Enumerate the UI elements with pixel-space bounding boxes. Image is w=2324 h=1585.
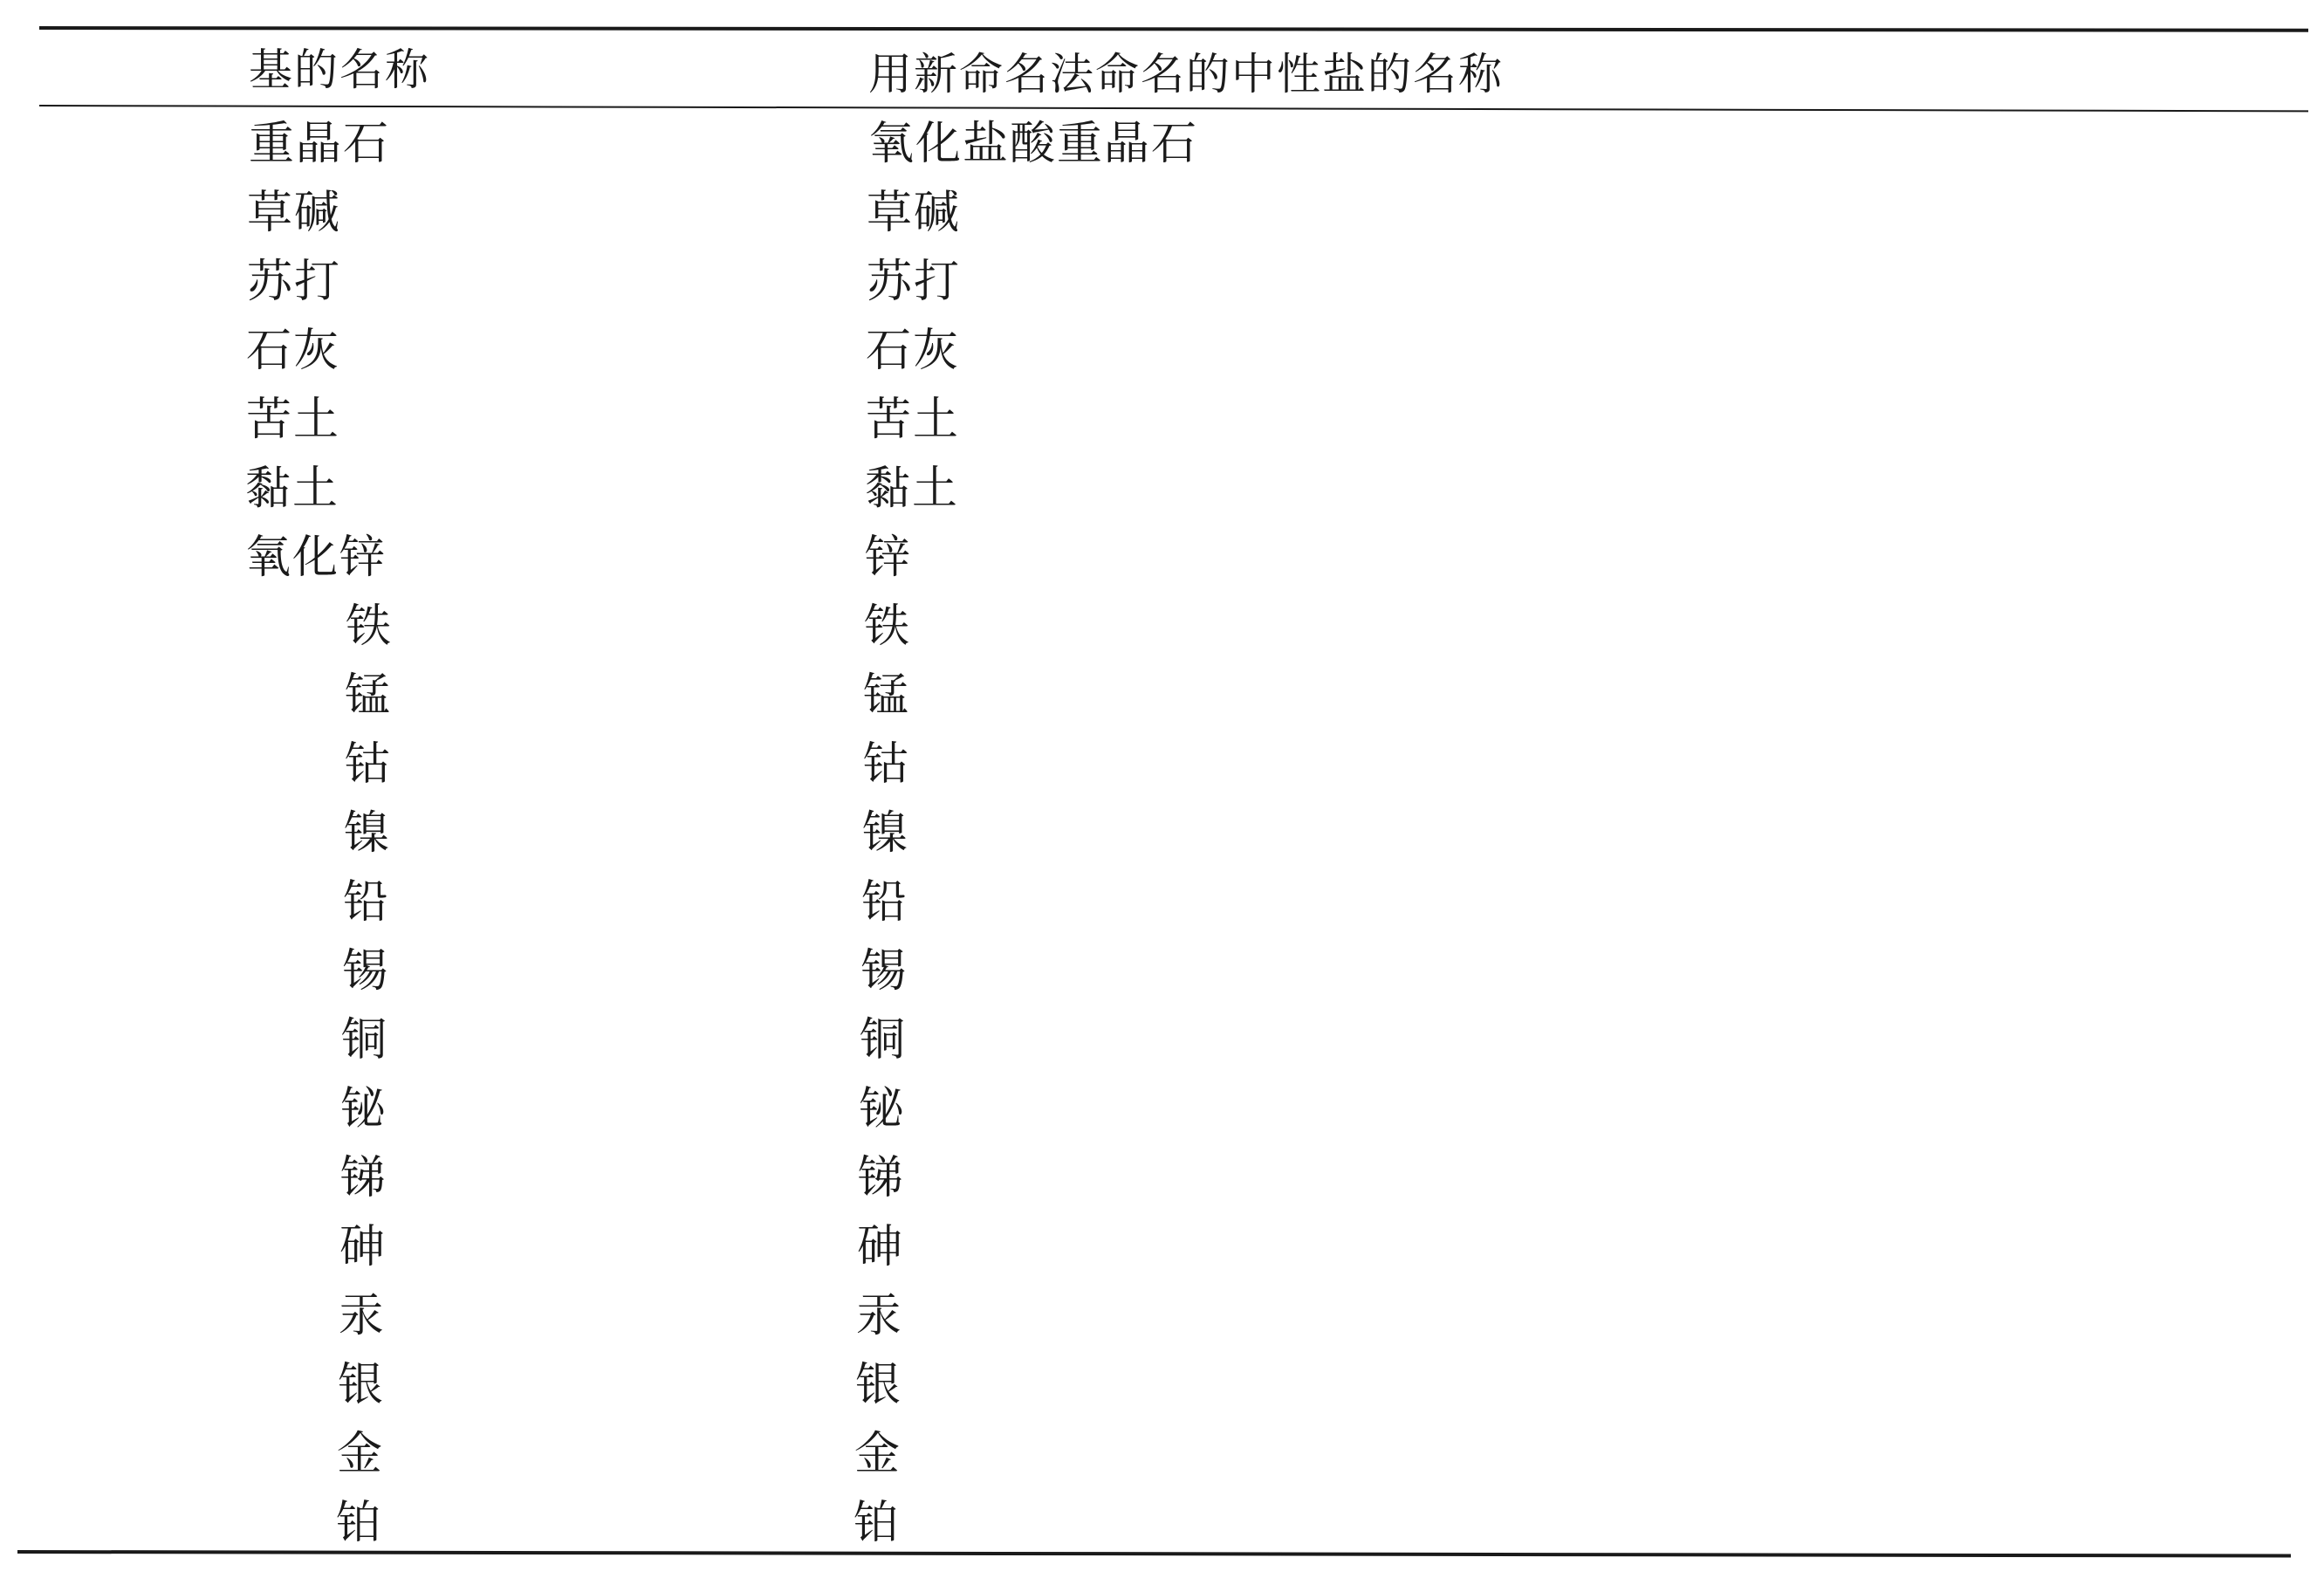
- salt-cell: 锌: [865, 532, 913, 584]
- base-cell: 银: [338, 1359, 386, 1411]
- salt-cell: 铁: [864, 600, 912, 653]
- base-cell: 锰: [345, 669, 393, 722]
- salt-cell: 铋: [859, 1083, 907, 1136]
- salt-cell: 金: [854, 1428, 902, 1480]
- base-cell: 草碱: [247, 187, 342, 239]
- salt-cell: 铜: [860, 1014, 908, 1067]
- base-cell: 金: [337, 1428, 385, 1480]
- table-row: [0, 182, 2324, 251]
- base-cell: 铁: [346, 600, 394, 653]
- base-cell: 锑: [340, 1152, 388, 1204]
- base-cell: 铅: [343, 876, 391, 929]
- salt-cell: 锰: [863, 669, 911, 722]
- header-base-name: 基的名称: [249, 45, 430, 95]
- base-cell: 镍: [344, 807, 392, 860]
- table-top-rule: [39, 26, 2308, 32]
- base-cell: 砷: [339, 1221, 387, 1273]
- table-row: [0, 941, 2324, 1010]
- table-row: [0, 1355, 2324, 1424]
- salt-cell: 石灰: [866, 325, 961, 377]
- salt-cell: 锡: [860, 945, 908, 998]
- table-row: [0, 389, 2324, 458]
- table-row: [0, 1217, 2324, 1286]
- table-row: [0, 1286, 2324, 1355]
- salt-cell: 苦土: [866, 394, 961, 446]
- header-salt-name: 用新命名法命名的中性盐的名称: [868, 49, 1504, 99]
- salt-cell: 汞: [856, 1290, 904, 1342]
- base-cell: 锡: [342, 945, 390, 998]
- base-cell: 铂: [336, 1497, 384, 1549]
- salt-cell: 锑: [858, 1152, 906, 1204]
- table-row: [0, 113, 2324, 182]
- salt-cell: 镍: [862, 807, 910, 860]
- table-row: [0, 1148, 2324, 1217]
- table-row: [0, 527, 2324, 596]
- table-row: [0, 1424, 2324, 1492]
- table-row: [0, 872, 2324, 941]
- table-row: [0, 665, 2324, 734]
- base-cell: 钴: [345, 738, 393, 791]
- table-row: [0, 596, 2324, 665]
- base-cell: 石灰: [246, 325, 341, 377]
- base-cell: 苏打: [247, 256, 342, 308]
- base-cell: 重晶石: [249, 118, 391, 170]
- salt-cell: 铂: [854, 1497, 901, 1549]
- salt-cell: 银: [855, 1359, 903, 1411]
- salt-cell: 苏打: [867, 256, 962, 308]
- salt-cell: 铅: [861, 876, 909, 929]
- salt-cell: 钴: [863, 738, 911, 791]
- table-row: [0, 458, 2324, 527]
- base-cell: 铜: [341, 1014, 389, 1067]
- table-row: [0, 734, 2324, 803]
- base-cell: 汞: [339, 1290, 387, 1342]
- salt-cell: 氧化盐酸重晶石: [868, 118, 1199, 170]
- table-row: [0, 1079, 2324, 1148]
- base-cell: 铋: [340, 1083, 388, 1136]
- salt-cell: 砷: [857, 1221, 905, 1273]
- salt-cell: 草碱: [867, 187, 962, 239]
- salt-cell: 黏土: [865, 463, 960, 515]
- base-cell: 氧化锌: [245, 532, 387, 584]
- base-cell: 黏土: [245, 463, 340, 515]
- table-row: [0, 803, 2324, 872]
- table-row: [0, 251, 2324, 320]
- table-header-rule: [39, 105, 2308, 112]
- base-cell: 苦土: [246, 394, 341, 446]
- table-row: [0, 1010, 2324, 1079]
- table-row: [0, 320, 2324, 389]
